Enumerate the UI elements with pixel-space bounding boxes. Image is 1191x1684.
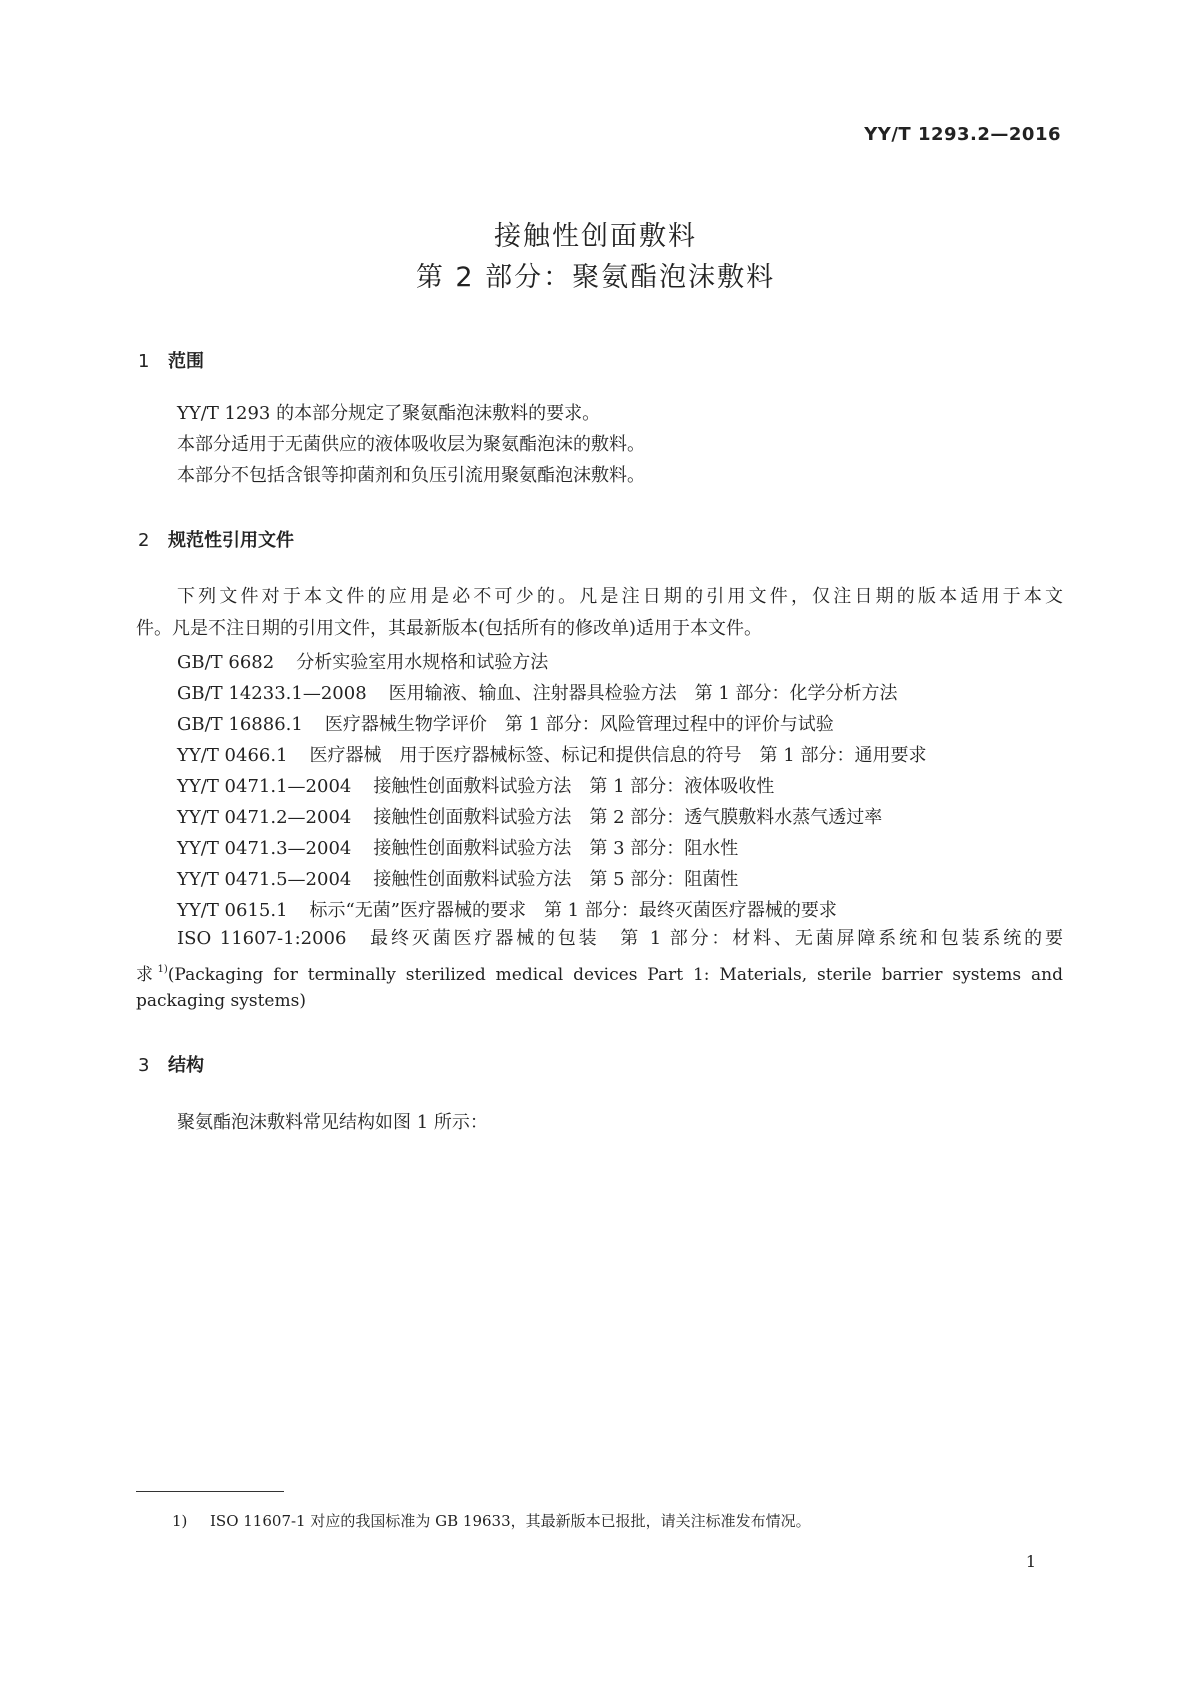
reference-iso-english: (Packaging for terminally sterilized medical devices Part 1: Materials, sterile barrier systems and xyxy=(167,965,1064,985)
reference-item xyxy=(177,710,834,736)
reference-code: GB/T 6682 xyxy=(177,652,275,673)
footnote-divider xyxy=(136,1491,284,1492)
paragraph: YY/T 1293 的本部分规定了聚氨酯泡沫敷料的要求。 xyxy=(177,403,601,424)
reference-code: GB/T 16886.1 xyxy=(177,714,303,735)
reference-title: 医疗器械 用于医疗器械标签、标记和提供信息的符号 第 1 部分：通用要求 xyxy=(309,745,927,766)
reference-iso-line2 xyxy=(136,958,1063,987)
reference-title: 接触性创面敷料试验方法 第 5 部分：阻菌性 xyxy=(373,869,739,890)
reference-item xyxy=(177,803,882,829)
reference-iso-line3: packaging systems) xyxy=(136,991,306,1011)
reference-iso-prefix: 求 xyxy=(136,965,158,985)
footnote-reference-mark[interactable]: 1) xyxy=(157,964,168,975)
reference-title: 医用输液、输血、注射器具检验方法 第 1 部分：化学分析方法 xyxy=(388,683,898,704)
reference-title: 接触性创面敷料试验方法 第 2 部分：透气膜敷料水蒸气透过率 xyxy=(373,807,883,828)
reference-code: YY/T 0471.3—2004 xyxy=(177,838,352,859)
doc-title-line2: 第 2 部分：聚氨酯泡沫敷料 xyxy=(415,262,776,293)
footnote-text: ISO 11607-1 对应的我国标准为 GB 19633，其最新版本已报批，请关注标准发布情况。 xyxy=(210,1512,811,1530)
standard-code: YY/T 1293.2—2016 xyxy=(864,124,1061,145)
reference-title: 接触性创面敷料试验方法 第 3 部分：阻水性 xyxy=(373,838,739,859)
reference-code: YY/T 0471.5—2004 xyxy=(177,869,352,890)
reference-item xyxy=(177,772,774,798)
reference-item xyxy=(177,648,548,674)
reference-code: YY/T 0615.1 xyxy=(177,900,288,921)
reference-code: YY/T 0471.1—2004 xyxy=(177,776,352,797)
reference-item xyxy=(177,834,738,860)
section-number: 1 xyxy=(138,351,150,372)
paragraph: 本部分适用于无菌供应的液体吸收层为聚氨酯泡沫的敷料。 xyxy=(177,434,645,455)
page-number: 1 xyxy=(1025,1552,1036,1571)
section-title: 范围 xyxy=(168,351,204,372)
reference-item xyxy=(177,896,837,922)
reference-title: 医疗器械生物学评价 第 1 部分：风险管理过程中的评价与试验 xyxy=(324,714,834,735)
section-number: 2 xyxy=(138,530,150,551)
section-number: 3 xyxy=(138,1055,150,1076)
doc-title-line1: 接触性创面敷料 xyxy=(494,221,697,252)
reference-code: YY/T 0466.1 xyxy=(177,745,288,766)
footnote-mark: 1) xyxy=(172,1512,188,1530)
reference-item xyxy=(177,865,738,891)
reference-title: 接触性创面敷料试验方法 第 1 部分：液体吸收性 xyxy=(373,776,775,797)
section-heading-normative-references xyxy=(138,526,294,552)
reference-item xyxy=(177,741,926,767)
footnote xyxy=(172,1510,811,1531)
section-title: 结构 xyxy=(168,1055,204,1076)
section-title: 规范性引用文件 xyxy=(168,530,294,551)
paragraph: 本部分不包括含银等抑菌剂和负压引流用聚氨酯泡沫敷料。 xyxy=(177,465,645,486)
paragraph-intro-line1: 下列文件对于本文件的应用是必不可少的。凡是注日期的引用文件，仅注日期的版本适用于本文 xyxy=(177,586,1063,607)
reference-code: YY/T 0471.2—2004 xyxy=(177,807,352,828)
reference-title: 分析实验室用水规格和试验方法 xyxy=(296,652,549,673)
section-heading-structure xyxy=(138,1051,204,1077)
paragraph: 聚氨酯泡沫敷料常见结构如图 1 所示： xyxy=(177,1112,488,1133)
section-heading-scope xyxy=(138,347,204,373)
paragraph-intro-line2: 件。凡是不注日期的引用文件，其最新版本(包括所有的修改单)适用于本文件。 xyxy=(136,618,763,639)
reference-code: GB/T 14233.1—2008 xyxy=(177,683,367,704)
reference-title: 标示“无菌”医疗器械的要求 第 1 部分：最终灭菌医疗器械的要求 xyxy=(309,900,837,921)
reference-iso-line1: ISO 11607-1:2006 最终灭菌医疗器械的包装 第 1 部分：材料、无菌屏障系统和包装系统的要 xyxy=(177,928,1063,949)
reference-item xyxy=(177,679,898,705)
